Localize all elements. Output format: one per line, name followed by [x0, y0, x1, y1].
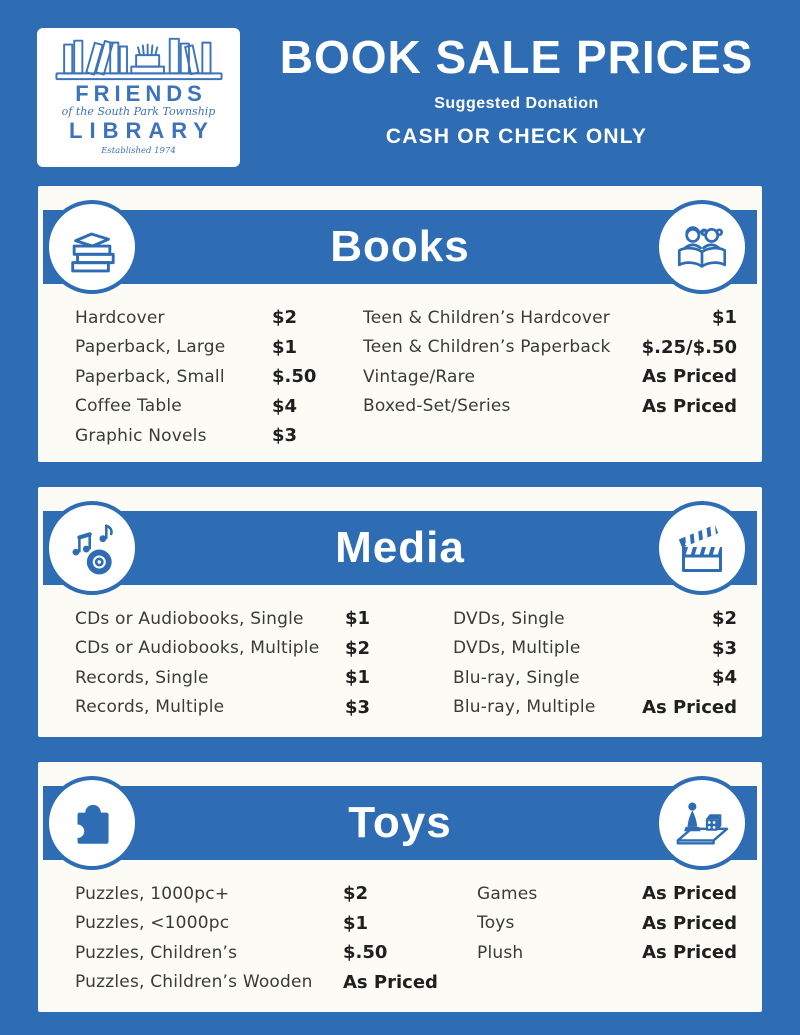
item-label: CDs or Audiobooks, Multiple: [75, 638, 320, 659]
item-price: $.25/$.50: [641, 336, 737, 358]
media-price-list: [75, 604, 737, 722]
books-right-column: [363, 303, 737, 451]
price-row: [363, 333, 737, 363]
media-left-column: [75, 604, 453, 722]
price-row: [75, 421, 363, 451]
section-books: [38, 186, 762, 462]
item-price: As Priced: [642, 395, 737, 417]
logo-established: Established 1974: [101, 146, 176, 157]
price-row: [363, 362, 737, 392]
books-left-column: [75, 303, 363, 451]
item-price: $2: [345, 637, 371, 659]
books-price-list: [75, 303, 737, 451]
item-label: Toys: [477, 913, 515, 934]
price-row: [75, 879, 477, 909]
item-label: Vintage/Rare: [363, 366, 476, 387]
library-logo: [37, 28, 240, 167]
media-section-title: Media: [335, 523, 465, 572]
item-price: $2: [343, 883, 369, 905]
item-label: Coffee Table: [75, 396, 182, 417]
item-price: $2: [272, 307, 298, 329]
item-label: Teen & Children’s Paperback: [363, 337, 611, 358]
item-price: $1: [711, 307, 737, 329]
price-row: [75, 693, 453, 723]
toys-left-column: [75, 879, 477, 997]
price-row: [75, 634, 453, 664]
price-row: [75, 968, 477, 998]
price-row: [75, 663, 453, 693]
price-row: [453, 663, 737, 693]
price-row: [453, 693, 737, 723]
toys-right-column: [477, 879, 737, 997]
logo-tagline: of the South Park Township: [61, 105, 216, 119]
item-price: $1: [345, 667, 371, 689]
price-row: [75, 333, 363, 363]
item-label: Paperback, Small: [75, 366, 225, 387]
item-label: DVDs, Multiple: [453, 638, 581, 659]
item-price: As Priced: [642, 912, 737, 934]
item-label: Puzzles, Children’s: [75, 942, 238, 963]
item-price: $1: [343, 912, 369, 934]
item-label: Records, Single: [75, 667, 209, 688]
item-price: $1: [345, 608, 371, 630]
price-row: [75, 303, 363, 333]
price-row: [75, 938, 477, 968]
header: [245, 31, 788, 149]
item-label: Hardcover: [75, 307, 165, 328]
item-price: $.50: [343, 942, 388, 964]
item-price: As Priced: [343, 971, 438, 993]
price-row: [75, 604, 453, 634]
price-row: [453, 604, 737, 634]
media-right-column: [453, 604, 737, 722]
item-label: Blu-ray, Single: [453, 667, 580, 688]
item-label: Graphic Novels: [75, 425, 207, 446]
item-price: As Priced: [642, 696, 737, 718]
item-price: $1: [272, 336, 298, 358]
page-title: BOOK SALE PRICES: [279, 31, 754, 83]
price-row: [477, 938, 737, 968]
item-label: Paperback, Large: [75, 337, 226, 358]
item-price: As Priced: [642, 942, 737, 964]
toys-section-title: Toys: [348, 798, 452, 847]
item-price: $4: [711, 667, 737, 689]
item-price: $3: [711, 637, 737, 659]
toys-price-list: [75, 879, 737, 997]
section-media: [38, 487, 762, 737]
price-row: [453, 634, 737, 664]
item-price: As Priced: [642, 883, 737, 905]
price-row: [363, 392, 737, 422]
books-section-title: Books: [330, 222, 470, 271]
item-label: Puzzles, 1000pc+: [75, 883, 230, 904]
bookshelf-illustration: [51, 34, 227, 82]
item-label: Games: [477, 883, 538, 904]
item-price: $.50: [272, 366, 317, 388]
item-price: $3: [272, 425, 298, 447]
item-price: $3: [345, 696, 371, 718]
price-row: [75, 909, 477, 939]
logo-org-name2: LIBRARY: [69, 118, 215, 144]
item-label: Puzzles, Children’s Wooden: [75, 972, 313, 993]
subtitle: Suggested Donation: [434, 95, 599, 112]
item-price: $2: [711, 608, 737, 630]
logo-org-name: FRIENDS: [75, 81, 207, 106]
item-label: Puzzles, <1000pc: [75, 913, 230, 934]
section-toys: [38, 762, 762, 1012]
price-row: [75, 392, 363, 422]
price-row: [477, 909, 737, 939]
item-label: Teen & Children’s Hardcover: [363, 307, 610, 328]
item-label: Blu-ray, Multiple: [453, 697, 596, 718]
price-row: [363, 303, 737, 333]
item-label: Boxed-Set/Series: [363, 396, 511, 417]
item-price: $4: [272, 395, 298, 417]
item-price: As Priced: [642, 366, 737, 388]
payment-note: CASH OR CHECK ONLY: [385, 125, 648, 148]
price-row: [477, 879, 737, 909]
price-row: [75, 362, 363, 392]
item-label: Records, Multiple: [75, 697, 225, 718]
item-label: Plush: [477, 942, 524, 963]
item-label: CDs or Audiobooks, Single: [75, 608, 304, 629]
item-label: DVDs, Single: [453, 608, 565, 629]
